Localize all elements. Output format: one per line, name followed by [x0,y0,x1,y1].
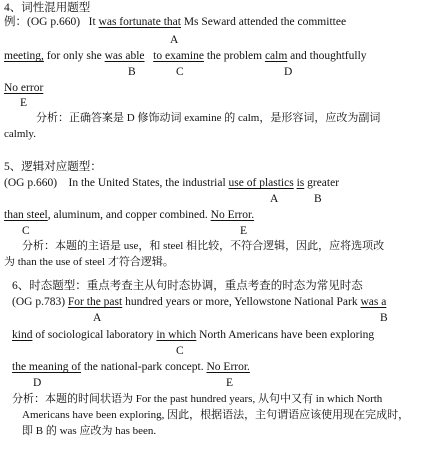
question-text: Ms Seward attended the committee [180,16,347,28]
question-text: for only she [43,50,105,62]
question-text: the problem [203,50,265,62]
option-b-underlined: is [296,177,305,189]
section-6-question-line-3 [12,360,250,374]
question-text [145,50,154,62]
option-c-underlined: to examine [153,50,204,62]
section-5-analysis-line-1: 分析：本题的主语是 use，和 steel 相比较，不符合逻辑，因此，应将选项改 [22,240,385,252]
section-4-question-line-2 [4,49,367,63]
option-a-underlined: was fortunate that [98,16,181,28]
question-text: (OG p.660) In the United States, the industrial [4,177,229,189]
underlined-word: kind [12,329,33,341]
question-text: of sociological laboratory [32,329,157,341]
option-a-underlined: For the past [67,296,123,308]
option-a-label: A [93,312,102,324]
option-c-label: C [176,345,184,357]
option-b-label: B [314,193,322,205]
underlined-word: meeting, [4,50,44,62]
option-e-underlined: No Error. [206,361,250,373]
question-text: , aluminum, and copper combined. [47,209,211,221]
section-4-analysis-line-1: 分析：正确答案是 D 修饰动词 examine 的 calm，是形容词，应改为副词 [36,112,381,124]
section-5-heading: 5、逻辑对应题型： [4,161,102,173]
question-text: and thoughtfully [287,50,367,62]
section-4-heading: 4、词性混用题型 [4,2,91,14]
option-e-underlined: No error [4,82,44,94]
option-c-underlined: in which [156,329,197,341]
option-b-label: B [380,312,388,324]
question-text: hundred years or more, Yellowstone National Park [122,296,361,308]
option-d-label: D [33,377,42,389]
option-c-label: C [22,225,30,237]
section-4-question-line-3 [4,81,43,95]
option-b-underlined: was able [104,50,145,62]
section-6-analysis-line-3: 即 B 的 was 应改为 has been. [22,425,157,437]
section-4-analysis-line-2: calmly. [4,128,36,140]
option-b-label: B [128,66,136,78]
section-6-question-line-1 [12,295,386,309]
section-5-question-line-2 [4,208,254,222]
question-text: North Americans have been exploring [196,329,375,341]
section-6-heading: 6、时态题型：重点考查主从句时态协调，重点考查的时态为常见时态 [12,280,363,292]
section-6-question-line-2 [12,328,374,342]
section-4-question-line-1 [4,15,346,29]
option-e-label: E [20,97,28,109]
section-5-analysis-line-2: 为 than the use of steel 才符合逻辑。 [4,256,174,268]
option-c-underlined: than steel [4,209,48,221]
option-a-label: A [270,193,279,205]
question-text: (OG p.783) [12,296,68,308]
option-a-label: A [170,34,179,46]
option-e-label: E [240,225,248,237]
question-text: the national-park concept. [80,361,207,373]
option-e-underlined: No Error. [210,209,255,221]
option-d-label: D [284,66,293,78]
option-d-underlined: the meaning of [12,361,81,373]
question-text: greater [304,177,340,189]
section-6-analysis-line-1: 分析：本题的时间状语为 For the past hundred years, 从句中又有 in which North [12,393,383,405]
option-c-label: C [176,66,184,78]
option-a-underlined: use of plastics [228,177,294,189]
section-6-analysis-line-2: Americans have been exploring, 因此，根据语法，主句谓语应该使用现在完成时， [22,409,410,421]
question-text: 例：(OG p.660) It [4,16,99,28]
section-5-question-line-1 [4,176,339,190]
option-b-underlined: was a [360,296,387,308]
option-e-label: E [226,377,234,389]
option-d-underlined: calm [264,50,288,62]
